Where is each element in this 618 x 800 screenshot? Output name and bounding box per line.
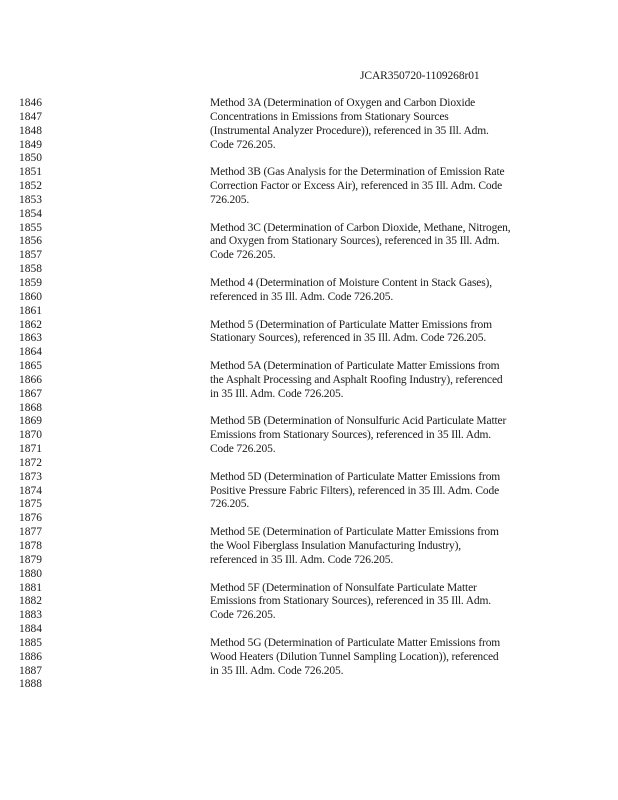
- line-number: 1847: [19, 110, 42, 123]
- text-line: [0, 443, 618, 457]
- line-number: 1870: [19, 429, 42, 442]
- line-text: in 35 Ill. Adm. Code 726.205.: [210, 387, 344, 400]
- line-text: Code 726.205.: [210, 249, 276, 262]
- line-number: 1853: [19, 193, 42, 206]
- line-number: 1886: [19, 650, 42, 663]
- line-number: 1885: [19, 636, 42, 649]
- text-line: [0, 235, 618, 249]
- text-line: [0, 595, 618, 609]
- line-number: 1873: [19, 470, 42, 483]
- text-line: [0, 166, 618, 180]
- line-number: 1876: [19, 512, 42, 525]
- line-number: 1855: [19, 221, 42, 234]
- line-number: 1859: [19, 276, 42, 289]
- text-line: [0, 194, 618, 208]
- line-number: 1849: [19, 138, 42, 151]
- line-number: 1871: [19, 443, 42, 456]
- line-number: 1875: [19, 498, 42, 511]
- line-text: Method 5 (Determination of Particulate Matter Emissions from: [210, 318, 492, 331]
- line-number: 1882: [19, 595, 42, 608]
- line-text: Stationary Sources), referenced in 35 Ill. Adm. Code 726.205.: [210, 332, 487, 345]
- text-line: [0, 402, 618, 416]
- line-text: Code 726.205.: [210, 443, 276, 456]
- line-number: 1874: [19, 484, 42, 497]
- line-number: 1872: [19, 456, 42, 469]
- text-line: [0, 526, 618, 540]
- text-line: [0, 332, 618, 346]
- text-line: [0, 568, 618, 582]
- text-line: [0, 637, 618, 651]
- line-number: 1865: [19, 360, 42, 373]
- line-number: 1868: [19, 401, 42, 414]
- line-text: and Oxygen from Stationary Sources), referenced in 35 Ill. Adm.: [210, 235, 500, 248]
- text-line: [0, 512, 618, 526]
- line-text: 726.205.: [210, 498, 250, 511]
- line-number: 1850: [19, 152, 42, 165]
- line-number: 1864: [19, 346, 42, 359]
- text-line: [0, 498, 618, 512]
- text-line: [0, 388, 618, 402]
- line-text: 726.205.: [210, 193, 250, 206]
- text-line: [0, 457, 618, 471]
- text-line: [0, 651, 618, 665]
- line-number: 1854: [19, 207, 42, 220]
- line-text: Positive Pressure Fabric Filters), referenced in 35 Ill. Adm. Code: [210, 484, 500, 497]
- line-number: 1856: [19, 235, 42, 248]
- text-line: [0, 139, 618, 153]
- line-number: 1848: [19, 124, 42, 137]
- line-number: 1869: [19, 415, 42, 428]
- line-text: referenced in 35 Ill. Adm. Code 726.205.: [210, 290, 394, 303]
- text-line: [0, 623, 618, 637]
- line-number: 1861: [19, 304, 42, 317]
- text-line: [0, 152, 618, 166]
- line-number: 1881: [19, 581, 42, 594]
- text-line: [0, 180, 618, 194]
- line-number: 1863: [19, 332, 42, 345]
- text-line: [0, 485, 618, 499]
- text-line: [0, 471, 618, 485]
- line-number: 1888: [19, 678, 42, 691]
- text-line: [0, 263, 618, 277]
- document-id: JCAR350720-1109268r01: [360, 70, 480, 82]
- line-number: 1852: [19, 180, 42, 193]
- line-number: 1879: [19, 553, 42, 566]
- line-text: Method 5B (Determination of Nonsulfuric Acid Particulate Matter: [210, 415, 507, 428]
- line-number: 1883: [19, 609, 42, 622]
- line-text: Code 726.205.: [210, 138, 276, 151]
- text-line: [0, 540, 618, 554]
- line-text: Method 5G (Determination of Particulate Matter Emissions from: [210, 636, 501, 649]
- line-text: Method 5D (Determination of Particulate Matter Emissions from: [210, 470, 501, 483]
- text-line: [0, 249, 618, 263]
- text-line: [0, 346, 618, 360]
- line-number: 1867: [19, 387, 42, 400]
- line-number: 1877: [19, 526, 42, 539]
- text-line: [0, 291, 618, 305]
- line-number: 1860: [19, 290, 42, 303]
- line-text: Concentrations in Emissions from Stationary Sources: [210, 110, 449, 123]
- line-number: 1857: [19, 249, 42, 262]
- line-text: Code 726.205.: [210, 609, 276, 622]
- line-text: Method 5E (Determination of Particulate Matter Emissions from: [210, 526, 499, 539]
- line-text: Wood Heaters (Dilution Tunnel Sampling Location)), referenced: [210, 650, 499, 663]
- line-text: the Wool Fiberglass Insulation Manufacturing Industry),: [210, 540, 462, 552]
- text-line: [0, 678, 618, 692]
- line-text: Method 5F (Determination of Nonsulfate Particulate Matter: [210, 581, 477, 594]
- text-line: [0, 125, 618, 139]
- line-text: Emissions from Stationary Sources), referenced in 35 Ill. Adm.: [210, 429, 492, 442]
- text-line: [0, 305, 618, 319]
- line-number: 1858: [19, 263, 42, 276]
- text-line: [0, 374, 618, 388]
- text-line: [0, 665, 618, 679]
- text-line: [0, 554, 618, 568]
- text-line: [0, 582, 618, 596]
- text-line: [0, 97, 618, 111]
- line-number: 1862: [19, 318, 42, 331]
- line-text: referenced in 35 Ill. Adm. Code 726.205.: [210, 553, 394, 566]
- line-text: Method 4 (Determination of Moisture Content in Stack Gases),: [210, 276, 492, 289]
- line-number: 1846: [19, 97, 42, 109]
- line-number: 1851: [19, 166, 42, 179]
- line-text: in 35 Ill. Adm. Code 726.205.: [210, 664, 344, 677]
- line-text: Method 3B (Gas Analysis for the Determination of Emission Rate: [210, 166, 505, 179]
- text-line: [0, 208, 618, 222]
- line-text: Method 3C (Determination of Carbon Dioxide, Methane, Nitrogen,: [210, 221, 511, 234]
- line-number: 1878: [19, 540, 42, 552]
- text-line: [0, 319, 618, 333]
- text-line: [0, 429, 618, 443]
- line-text: Method 5A (Determination of Particulate Matter Emissions from: [210, 360, 500, 373]
- text-line: [0, 609, 618, 623]
- text-line: [0, 415, 618, 429]
- line-text: (Instrumental Analyzer Procedure)), referenced in 35 Ill. Adm.: [210, 124, 489, 137]
- line-text: the Asphalt Processing and Asphalt Roofing Industry), referenced: [210, 373, 503, 386]
- line-text: Correction Factor or Excess Air), referenced in 35 Ill. Adm. Code: [210, 180, 503, 193]
- text-line: [0, 277, 618, 291]
- line-text: Method 3A (Determination of Oxygen and Carbon Dioxide: [210, 97, 476, 109]
- line-number: 1884: [19, 623, 42, 636]
- line-text: Emissions from Stationary Sources), referenced in 35 Ill. Adm.: [210, 595, 492, 608]
- line-number: 1866: [19, 373, 42, 386]
- text-line: [0, 360, 618, 374]
- text-line: [0, 222, 618, 236]
- text-line: [0, 111, 618, 125]
- numbered-text-body: [0, 97, 618, 692]
- line-number: 1880: [19, 567, 42, 580]
- line-number: 1887: [19, 664, 42, 677]
